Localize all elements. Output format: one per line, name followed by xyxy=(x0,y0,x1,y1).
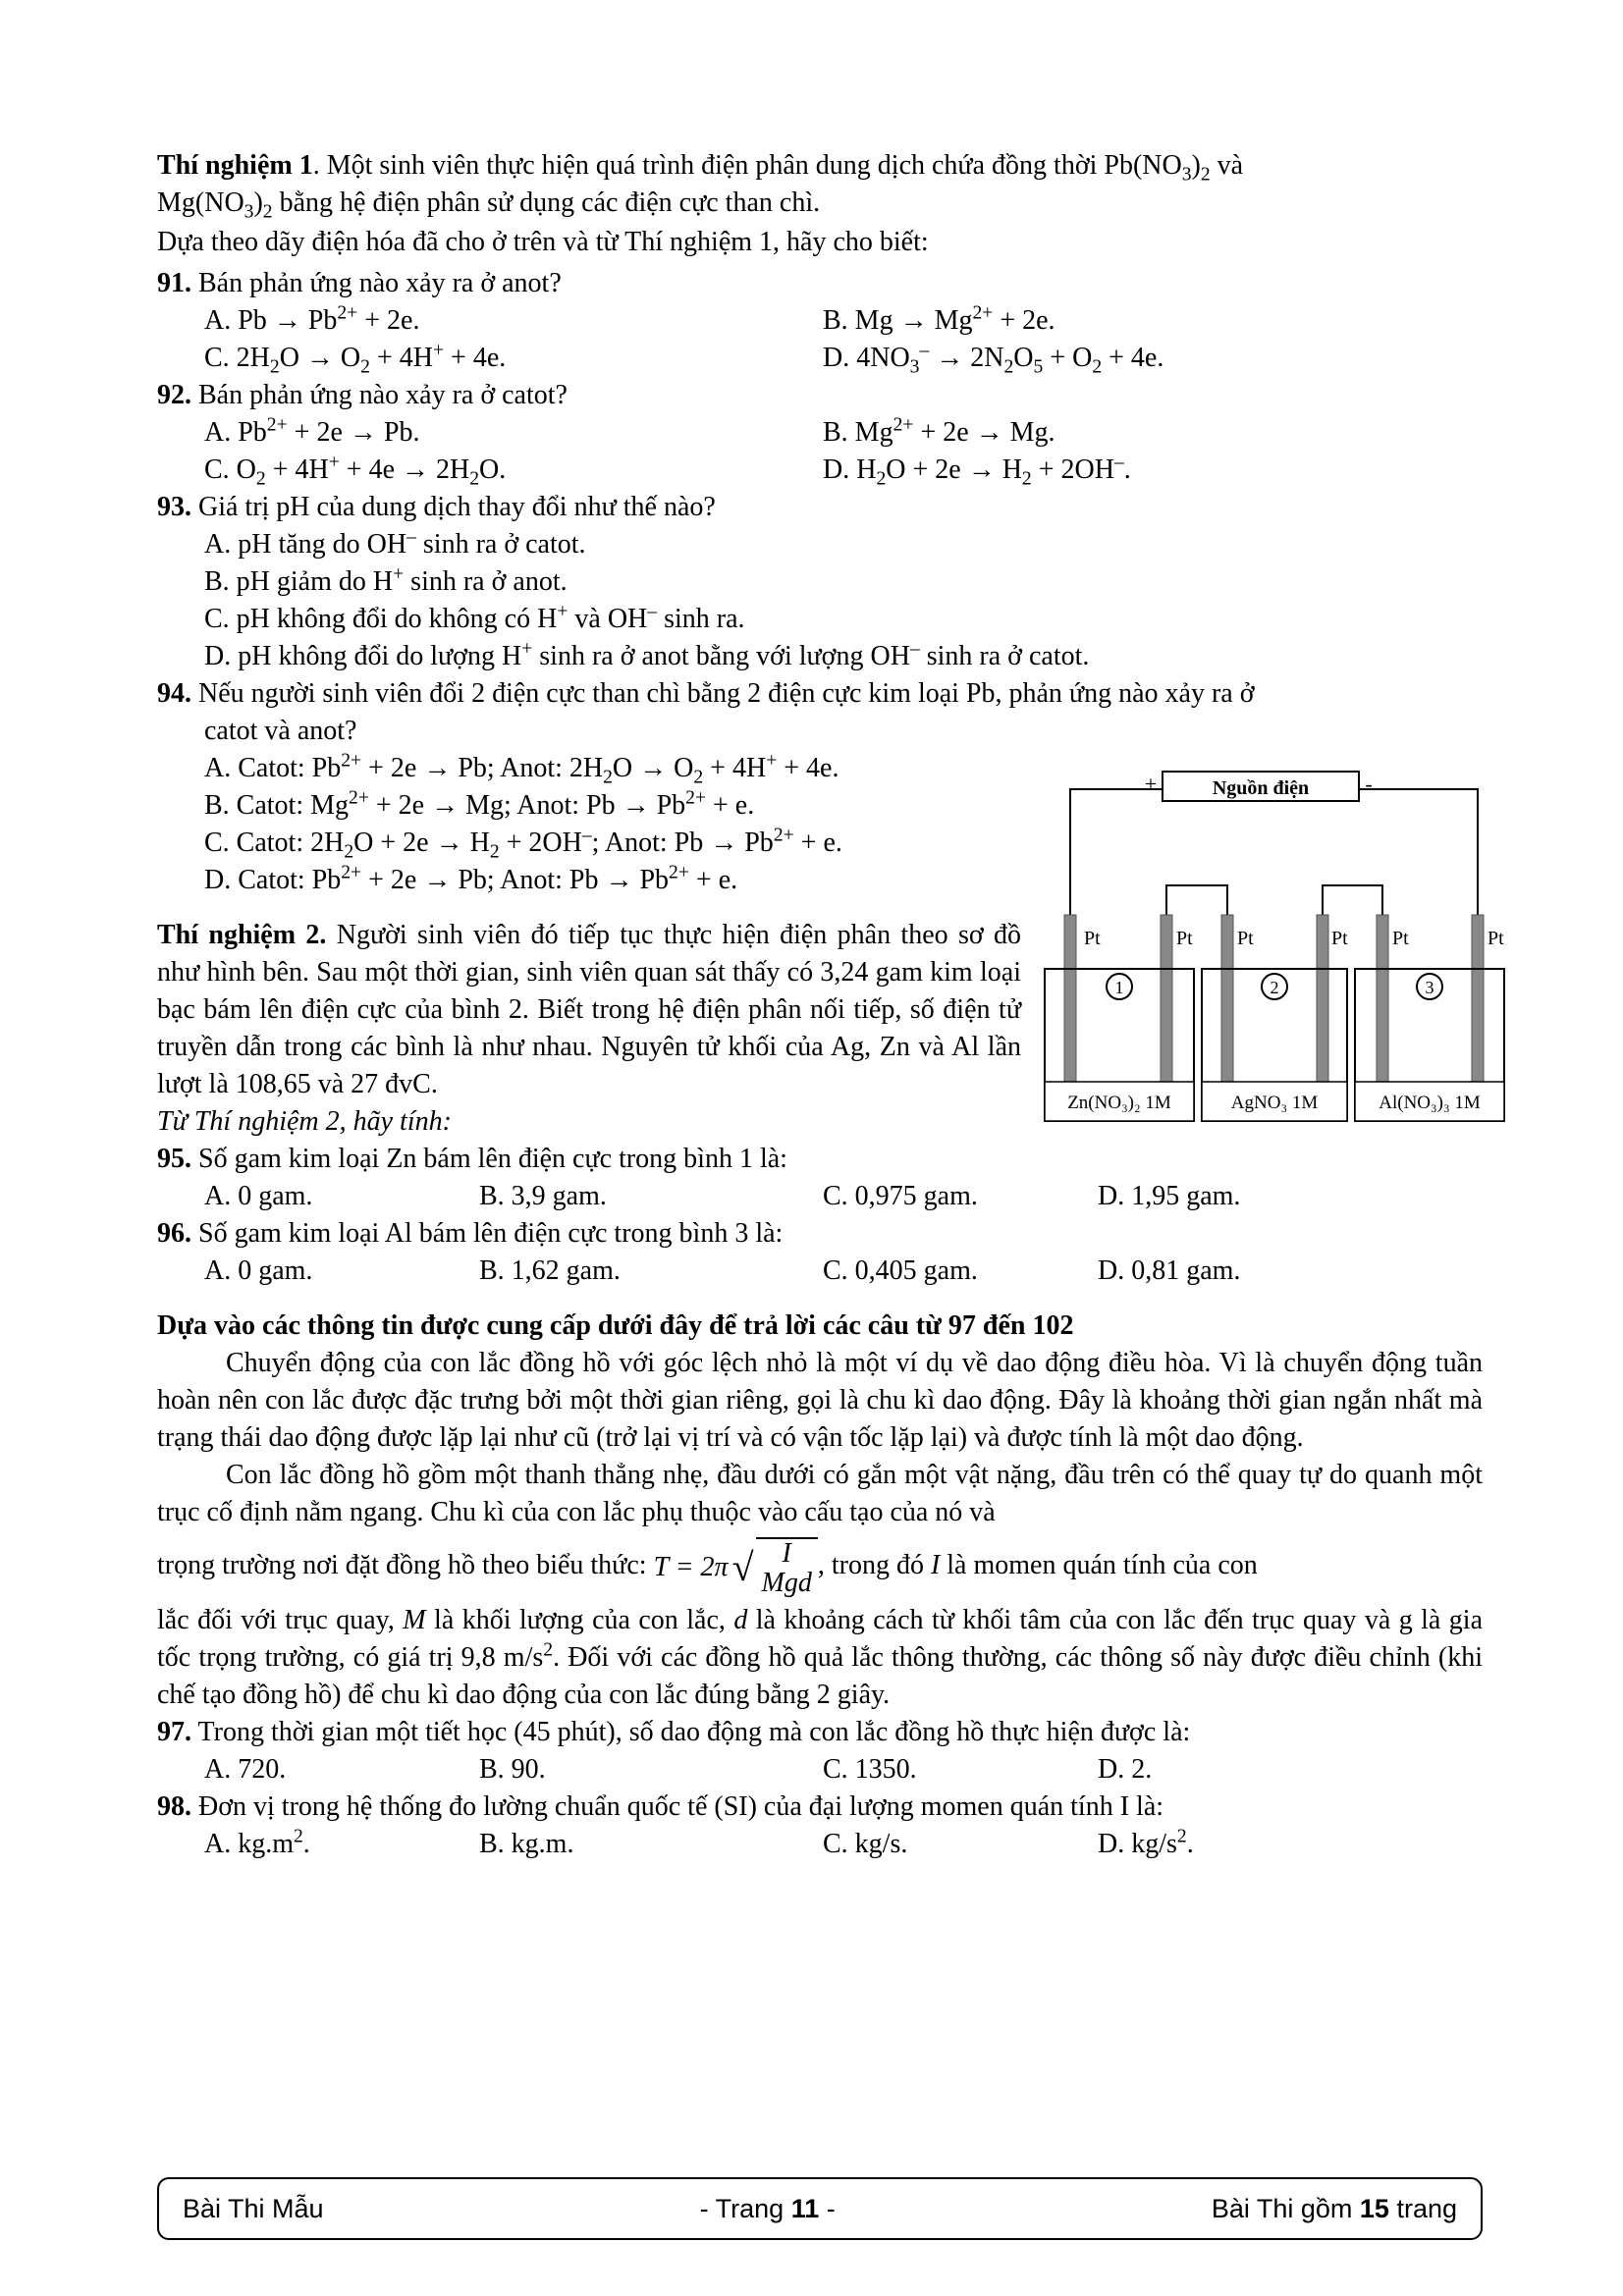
option-c[interactable]: C. 0,975 gam. xyxy=(823,1181,978,1211)
exp1-intro: Dựa theo dãy điện hóa đã cho ở trên và từ Thí nghiệm 1, hãy cho biết: xyxy=(157,227,929,257)
exp2-intro: Từ Thí nghiệm 2, hãy tính: xyxy=(157,1106,452,1137)
option-d[interactable]: D. $4NO_3^- \to 2N_2O_5 + O_2 + 4e$. xyxy=(823,340,1164,378)
option-c[interactable]: C. $O_2 + 4H^+ + 4e \to 2H_2O$. xyxy=(204,452,507,490)
option-a[interactable]: A. $Pb^{2+} + 2e \to Pb$. xyxy=(204,414,420,448)
minus-sign: - xyxy=(1365,772,1373,796)
option-a[interactable]: A. 0 gam. xyxy=(204,1181,313,1211)
cell-1-solution: Zn(NO₃)₂ 1M xyxy=(1067,1093,1171,1113)
option-d[interactable]: D. $kg/s^2$. xyxy=(1098,1826,1194,1859)
option-b[interactable]: B. pH giảm do H+ sinh ra ở anot. xyxy=(204,563,568,597)
wire-bridge-2 xyxy=(1323,885,1382,915)
option-b[interactable]: B. 90. xyxy=(479,1753,546,1785)
option-d[interactable]: D. pH không đổi do lượng H+ sinh ra ở anot bằng với lượng OH– sinh ra ở catot. xyxy=(204,638,1090,671)
cell-3-solution: Al(NO₃)₃ 1M xyxy=(1379,1093,1481,1113)
question-93: 93. Giá trị pH của dung dịch thay đổi như thế nào? xyxy=(157,492,716,522)
option-b[interactable]: B. Catot: $Mg^{2+} + 2e \to Mg$; Anot: $Pb \to Pb^{2+} + e$. xyxy=(204,787,755,821)
option-c[interactable]: C. kg/s. xyxy=(823,1828,908,1859)
electrolysis-diagram xyxy=(1041,768,1512,1131)
electrode-2 xyxy=(1161,915,1172,1087)
passage-formula-line: trọng trường nơi đặt đồng hồ theo biểu thức: T = 2π √ I Mgd , trong đó I là momen quán tính của con xyxy=(157,1531,1483,1602)
option-d[interactable]: D. 1,95 gam. xyxy=(1098,1181,1241,1211)
cell-2-solution: AgNO₃ 1M xyxy=(1230,1093,1319,1113)
option-b[interactable]: B. 1,62 gam. xyxy=(479,1255,621,1286)
q92-options xyxy=(157,414,1483,452)
option-c[interactable]: C. 0,405 gam. xyxy=(823,1255,978,1286)
q91-options-2 xyxy=(157,340,1483,377)
option-d[interactable]: D. $H_2O + 2e \to H_2 + 2OH^-$. xyxy=(823,452,1131,490)
option-b[interactable]: B. $Mg \to Mg^{2+} + 2e$. xyxy=(823,302,1055,336)
electrode-4 xyxy=(1317,915,1328,1087)
exp2-paragraph: Thí nghiệm 2. Người sinh viên đó tiếp tục thực hiện điện phân theo sơ đồ như hình bên. Sau một thời gian, sinh viên quan sát thấy có 3,24 gam kim loại bạc bám lên điện cực của bình 2. Biết trong hệ điện phân nối tiếp, số điện tử truyền dẫn trong các bình là như nhau. Nguyên tử khối của Ag, Zn và Al lần lượt là 108,65 và 27 đvC. xyxy=(157,920,1021,1099)
wire-positive xyxy=(1070,789,1163,915)
option-c[interactable]: C. 1350. xyxy=(823,1753,917,1785)
option-d[interactable]: D. 2. xyxy=(1098,1753,1153,1785)
electrode-label: Pt xyxy=(1084,928,1101,949)
page-footer xyxy=(157,2177,1483,2240)
option-a[interactable]: A. Catot: $Pb^{2+} + 2e \to Pb$; Anot: $2H_2O \to O_2 + 4H^+ + 4e$. xyxy=(204,750,839,788)
wire-bridge-1 xyxy=(1166,885,1227,915)
wire-negative xyxy=(1359,789,1478,915)
question-92: 92. Bán phản ứng nào xảy ra ở catot? xyxy=(157,380,568,410)
option-b[interactable]: B. 3,9 gam. xyxy=(479,1181,607,1211)
electrolysis-diagram-svg xyxy=(1041,768,1512,1131)
question-98: 98. Đơn vị trong hệ thống đo lường chuẩn quốc tế (SI) của đại lượng momen quán tính I là: xyxy=(157,1790,1164,1822)
cell-3-number: 3 xyxy=(1425,978,1434,997)
q92-options-2 xyxy=(157,452,1483,489)
power-source-label: Nguồn điện xyxy=(1212,777,1310,799)
passage-paragraph-3: lắc đối với trục quay, M là khối lượng của con lắc, d là khoảng cách từ khối tâm của con lắc đến trục quay và g là gia tốc trọng trường, có giá trị 9,8 $m/s^2$. Đối với các đồng hồ quả lắc thông thường, các thông số này được điều chỉnh (khi chế tạo đồng hồ) để chu kì dao động của con lắc đúng bằng 2 giây. xyxy=(157,1604,1483,1710)
exp1-paragraph: Thí nghiệm 1. Một sinh viên thực hiện quá trình điện phân dung dịch chứa đồng thời $Pb(NO_3)_2$ và $Mg(NO_3)_2$ bằng hệ điện phân sử dụng các điện cực than chì. xyxy=(157,150,1244,223)
option-c[interactable]: C. pH không đổi do không có H+ và OH– sinh ra. xyxy=(204,601,745,634)
period-formula: T = 2π √ I Mgd xyxy=(654,1533,818,1602)
option-b[interactable]: B. $Mg^{2+} + 2e \to Mg$. xyxy=(823,414,1055,448)
question-95: 95. Số gam kim loại Zn bám lên điện cực trong bình 1 là: xyxy=(157,1144,787,1174)
footer-page-number: - Trang 11 - xyxy=(699,2193,836,2223)
option-c[interactable]: C. Catot: $2H_2O + 2e \to H_2 + 2OH^-$; Anot: $Pb \to Pb^{2+} + e$. xyxy=(204,825,842,863)
footer-total-pages: Bài Thi gồm 15 trang xyxy=(1211,2193,1457,2223)
q96-options xyxy=(157,1253,1483,1290)
option-d[interactable]: D. Catot: $Pb^{2+} + 2e \to Pb$; Anot: $Pb \to Pb^{2+} + e$. xyxy=(204,862,738,895)
footer-left: Bài Thi Mẫu xyxy=(183,2193,324,2223)
option-a[interactable]: A. pH tăng do OH– sinh ra ở catot. xyxy=(204,526,586,560)
option-d[interactable]: D. 0,81 gam. xyxy=(1098,1255,1241,1286)
q95-options xyxy=(157,1178,1483,1215)
electrode-label: Pt xyxy=(1488,928,1504,949)
question-94-cont: catot và anot? xyxy=(204,716,357,746)
option-a[interactable]: A. $Pb \to Pb^{2+} + 2e$. xyxy=(204,302,420,336)
electrode-6 xyxy=(1472,915,1484,1087)
question-91: 91. Bán phản ứng nào xảy ra ở anot? xyxy=(157,268,562,298)
question-96: 96. Số gam kim loại Al bám lên điện cực trong bình 3 là: xyxy=(157,1218,784,1249)
passage-heading: Dựa vào các thông tin được cung cấp dưới đây để trả lời các câu từ 97 đến 102 xyxy=(157,1310,1074,1341)
electrode-3 xyxy=(1221,915,1233,1087)
option-a[interactable]: A. 720. xyxy=(204,1753,287,1785)
electrode-5 xyxy=(1377,915,1388,1087)
cell-2-number: 2 xyxy=(1270,978,1279,997)
q97-options xyxy=(157,1751,1483,1789)
electrode-label: Pt xyxy=(1176,928,1193,949)
question-97: 97. Trong thời gian một tiết học (45 phút), số dao động mà con lắc đồng hồ thực hiện được là: xyxy=(157,1716,1191,1747)
passage-paragraph-2: Con lắc đồng hồ gồm một thanh thẳng nhẹ, đầu dưới có gắn một vật nặng, đầu trên có thể quay tự do quanh một trục cố định nằm ngang. Chu kì của con lắc phụ thuộc vào cấu tạo của nó và xyxy=(157,1460,1483,1527)
cell-1-number: 1 xyxy=(1114,978,1124,997)
option-b[interactable]: B. kg.m. xyxy=(479,1828,574,1859)
electrode-label: Pt xyxy=(1331,928,1348,949)
plus-sign: + xyxy=(1144,772,1158,796)
question-94: 94. Nếu người sinh viên đổi 2 điện cực than chì bằng 2 điện cực kim loại Pb, phản ứng nào xảy ra ở xyxy=(157,678,1255,709)
electrode-label: Pt xyxy=(1237,928,1254,949)
q91-options xyxy=(157,302,1483,340)
option-c[interactable]: C. $2H_2O \to O_2 + 4H^+ + 4e$. xyxy=(204,340,507,378)
option-a[interactable]: A. $kg.m^2$. xyxy=(204,1826,310,1859)
passage-paragraph-1: Chuyển động của con lắc đồng hồ với góc lệch nhỏ là một ví dụ về dao động điều hòa. Vì là chuyển động tuần hoàn nên con lắc được đặc trưng bởi một thời gian riêng, gọi là chu kì dao động. Đây là khoảng thời gian ngắn nhất mà trạng thái dao động được lặp lại như cũ (trở lại vị trí và có vận tốc lặp lại) và được tính là một dao động. xyxy=(157,1348,1483,1453)
option-a[interactable]: A. 0 gam. xyxy=(204,1255,313,1286)
q98-options xyxy=(157,1826,1483,1863)
electrode-label: Pt xyxy=(1392,928,1409,949)
electrode-1 xyxy=(1064,915,1076,1087)
